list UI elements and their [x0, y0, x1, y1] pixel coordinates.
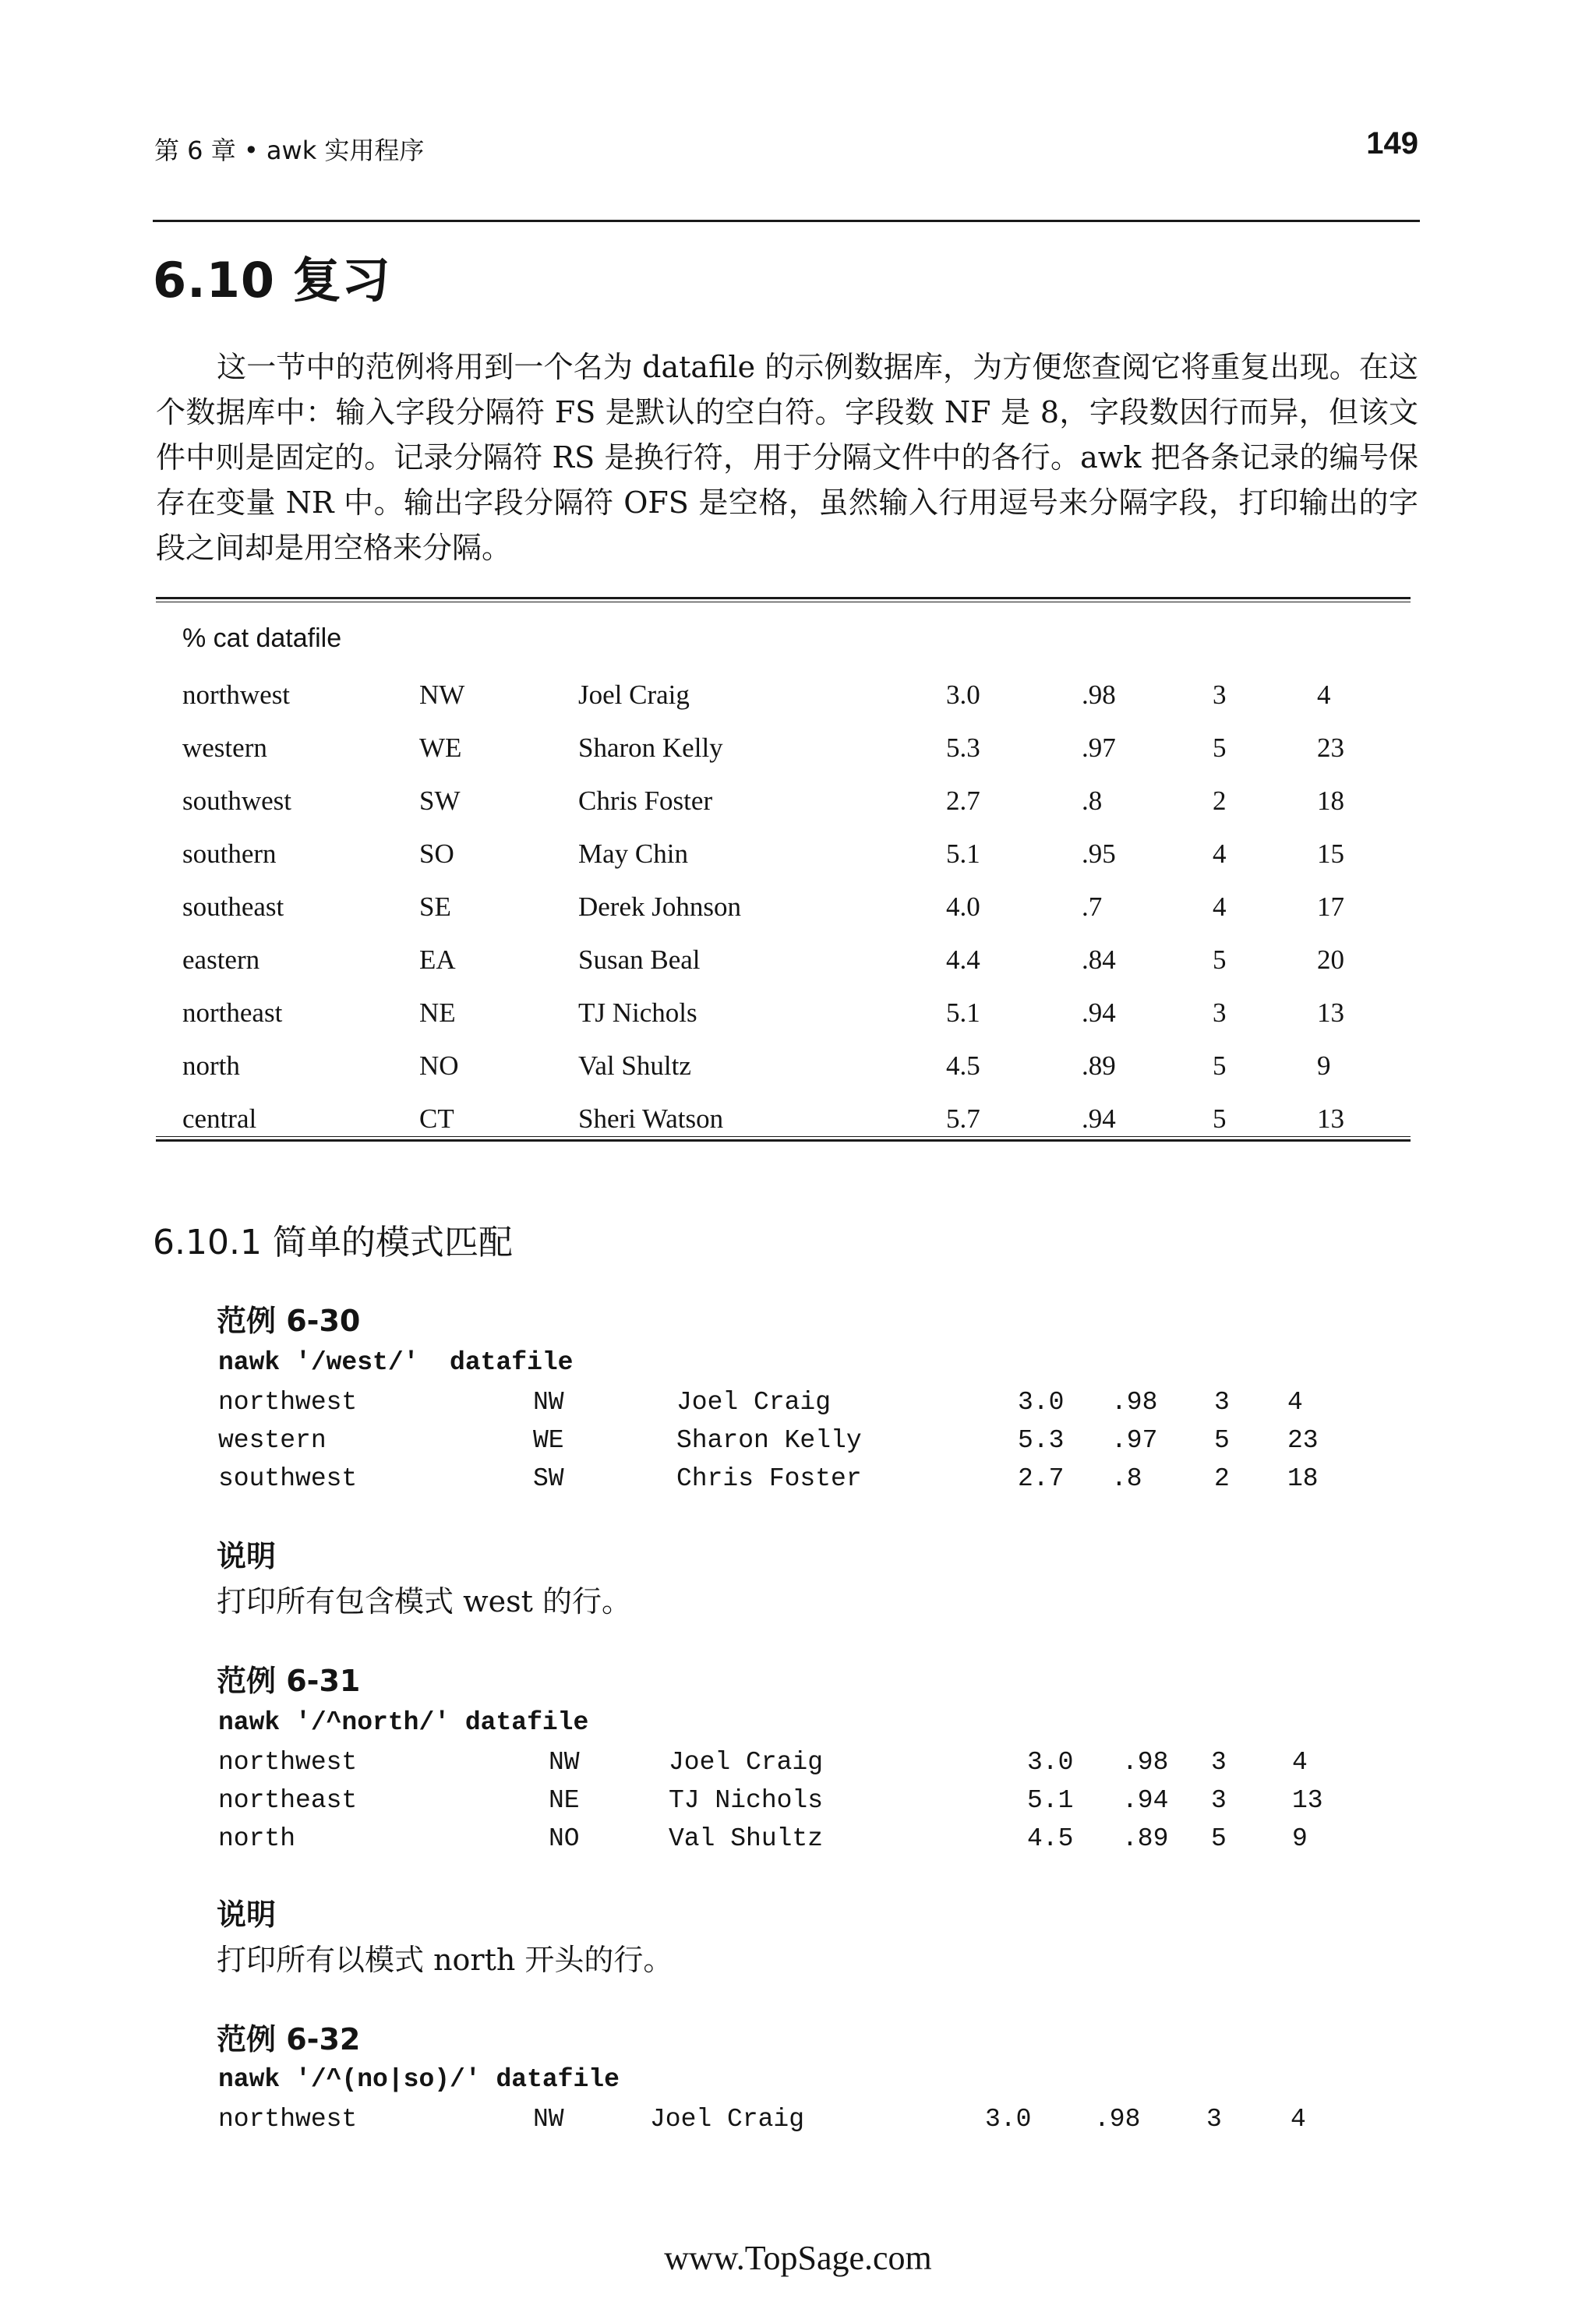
- example-label: 范例 6-30: [217, 1304, 361, 1338]
- table-cell: 4: [1213, 891, 1227, 922]
- output-cell: TJ Nichols: [669, 1786, 824, 1815]
- table-cell: north: [182, 1050, 240, 1081]
- table-cell: western: [182, 733, 267, 763]
- output-cell: 4: [1292, 1748, 1308, 1777]
- table-bottom-rule: [156, 1136, 1411, 1142]
- table-cell: 5: [1213, 1103, 1227, 1134]
- table-cell: southwest: [182, 786, 291, 816]
- example-output: [218, 2100, 1337, 2138]
- table-cell: 4.5: [946, 1050, 980, 1081]
- header-rule: [153, 220, 1420, 222]
- table-cell: .89: [1082, 1050, 1116, 1081]
- output-row: [218, 1781, 1339, 1820]
- example-command: nawk '/^north/' datafile: [218, 1708, 589, 1737]
- table-cell: 13: [1317, 997, 1344, 1028]
- example-output: [218, 1743, 1339, 1858]
- output-cell: .89: [1122, 1824, 1169, 1853]
- output-cell: NO: [549, 1824, 580, 1853]
- table-cell: 5.3: [946, 733, 980, 763]
- output-cell: 5: [1211, 1824, 1227, 1853]
- output-cell: .98: [1122, 1748, 1169, 1777]
- table-cell: 13: [1317, 1103, 1344, 1134]
- table-row: [182, 828, 1379, 881]
- output-cell: 3: [1211, 1748, 1227, 1777]
- table-cell: Val Shultz: [578, 1050, 691, 1081]
- output-cell: 4.5: [1027, 1824, 1074, 1853]
- output-cell: 3: [1214, 1388, 1230, 1417]
- datafile-table: [182, 669, 1379, 1146]
- table-cell: 4.0: [946, 891, 980, 922]
- table-cell: 5.7: [946, 1103, 980, 1134]
- table-row: [182, 775, 1379, 828]
- output-cell: 5.3: [1018, 1426, 1065, 1455]
- table-cell: SW: [419, 786, 461, 816]
- output-row: [218, 1743, 1339, 1781]
- table-cell: EA: [419, 944, 456, 975]
- table-cell: 2.7: [946, 786, 980, 816]
- output-cell: .94: [1122, 1786, 1169, 1815]
- footer-site: www.TopSage.com: [664, 2239, 932, 2277]
- output-cell: Val Shultz: [669, 1824, 824, 1853]
- output-cell: western: [218, 1426, 327, 1455]
- output-row: [218, 1460, 1334, 1498]
- page-number: 149: [1366, 126, 1418, 161]
- table-cell: 20: [1317, 944, 1344, 975]
- output-cell: 3.0: [1027, 1748, 1074, 1777]
- table-cell: Derek Johnson: [578, 891, 741, 922]
- table-cell: NW: [419, 680, 465, 710]
- description-text: 打印所有包含模式 west 的行。: [217, 1584, 631, 1619]
- example-label: 范例 6-31: [217, 1664, 361, 1698]
- table-cell: .84: [1082, 944, 1116, 975]
- table-cell: .8: [1082, 786, 1103, 816]
- output-cell: Sharon Kelly: [676, 1426, 862, 1455]
- table-cell: southeast: [182, 891, 284, 922]
- table-cell: Susan Beal: [578, 944, 701, 975]
- output-cell: NW: [533, 2105, 564, 2134]
- table-cell: 17: [1317, 891, 1344, 922]
- output-cell: SW: [533, 1464, 564, 1493]
- output-cell: northwest: [218, 2105, 358, 2134]
- output-cell: Joel Craig: [676, 1388, 832, 1417]
- output-cell: 5.1: [1027, 1786, 1074, 1815]
- subsection-title: 6.10.1 简单的模式匹配: [153, 1223, 513, 1262]
- table-cell: 15: [1317, 838, 1344, 869]
- table-cell: 23: [1317, 733, 1344, 763]
- output-cell: 4: [1287, 1388, 1303, 1417]
- table-row: [182, 987, 1379, 1040]
- output-cell: 3.0: [1018, 1388, 1065, 1417]
- table-cell: 5.1: [946, 838, 980, 869]
- output-row: [218, 2100, 1337, 2138]
- table-cell: 5: [1213, 733, 1227, 763]
- table-cell: central: [182, 1103, 257, 1134]
- table-cell: Sheri Watson: [578, 1103, 724, 1134]
- description-label: 说明: [217, 1898, 277, 1932]
- output-cell: 5: [1214, 1426, 1230, 1455]
- output-cell: 3: [1206, 2105, 1222, 2134]
- table-row: [182, 934, 1379, 987]
- table-cell: .94: [1082, 997, 1116, 1028]
- output-cell: .98: [1111, 1388, 1158, 1417]
- table-cell: NE: [419, 997, 456, 1028]
- table-cell: 3: [1213, 997, 1227, 1028]
- intro-paragraph: [156, 344, 1418, 570]
- table-cell: 3: [1213, 680, 1227, 710]
- table-cell: TJ Nichols: [578, 997, 697, 1028]
- table-cell: northeast: [182, 997, 283, 1028]
- output-cell: 18: [1287, 1464, 1319, 1493]
- running-header-title: 第 6 章 • awk 实用程序: [154, 136, 425, 165]
- table-cell: 3.0: [946, 680, 980, 710]
- table-cell: 5: [1213, 1050, 1227, 1081]
- output-cell: southwest: [218, 1464, 358, 1493]
- table-cell: 4: [1317, 680, 1331, 710]
- output-cell: .8: [1111, 1464, 1142, 1493]
- table-cell: 4: [1213, 838, 1227, 869]
- output-cell: Joel Craig: [650, 2105, 805, 2134]
- description-text: 打印所有以模式 north 开头的行。: [217, 1943, 673, 1977]
- description-label: 说明: [217, 1539, 277, 1573]
- output-cell: .98: [1094, 2105, 1141, 2134]
- table-cell: .98: [1082, 680, 1116, 710]
- output-cell: Joel Craig: [669, 1748, 824, 1777]
- table-top-rule: [156, 597, 1411, 602]
- example-output: [218, 1383, 1334, 1498]
- output-cell: 4: [1291, 2105, 1306, 2134]
- table-cell: southern: [182, 838, 277, 869]
- output-cell: northeast: [218, 1786, 358, 1815]
- table-cell: .94: [1082, 1103, 1116, 1134]
- table-cell: WE: [419, 733, 462, 763]
- table-cell: SO: [419, 838, 454, 869]
- output-row: [218, 1421, 1334, 1460]
- table-row: [182, 881, 1379, 934]
- table-cell: 18: [1317, 786, 1344, 816]
- output-cell: 2: [1214, 1464, 1230, 1493]
- table-cell: May Chin: [578, 838, 688, 869]
- output-cell: NW: [533, 1388, 564, 1417]
- table-cell: 5: [1213, 944, 1227, 975]
- table-row: [182, 722, 1379, 775]
- table-cell: SE: [419, 891, 451, 922]
- output-row: [218, 1383, 1334, 1421]
- cat-command: % cat datafile: [182, 623, 342, 653]
- table-cell: 2: [1213, 786, 1227, 816]
- table-cell: Joel Craig: [578, 680, 690, 710]
- output-cell: 3.0: [985, 2105, 1032, 2134]
- example-command: nawk '/west/' datafile: [218, 1348, 574, 1377]
- output-cell: NE: [549, 1786, 580, 1815]
- table-cell: 5.1: [946, 997, 980, 1028]
- table-cell: 4.4: [946, 944, 980, 975]
- output-cell: 2.7: [1018, 1464, 1065, 1493]
- example-command: nawk '/^(no|so)/' datafile: [218, 2065, 620, 2094]
- output-cell: northwest: [218, 1748, 358, 1777]
- output-cell: north: [218, 1824, 296, 1853]
- table-cell: Chris Foster: [578, 786, 713, 816]
- table-cell: Sharon Kelly: [578, 733, 723, 763]
- output-cell: .97: [1111, 1426, 1158, 1455]
- table-cell: northwest: [182, 680, 291, 710]
- example-label: 范例 6-32: [217, 2022, 361, 2057]
- output-cell: 3: [1211, 1786, 1227, 1815]
- table-row: [182, 669, 1379, 722]
- table-cell: eastern: [182, 944, 260, 975]
- intro-text: 这一节中的范例将用到一个名为 datafile 的示例数据库，为方便您查阅它将重复出现。在这个数据库中：输入字段分隔符 FS 是默认的空白符。字段数 NF 是 8，字段数因行而异，但该文件中则是固定的。记录分隔符 RS 是换行符，用于分隔文件中的各行。awk 把各条记录的编号保存在变量 NR 中。输出字段分隔符 OFS 是空格，虽然输入行用逗号来分隔字段，打印输出的字段之间却是用空格来分隔。: [156, 350, 1418, 565]
- table-cell: .7: [1082, 891, 1103, 922]
- table-cell: .97: [1082, 733, 1116, 763]
- section-title: 6.10 复习: [153, 252, 391, 309]
- table-cell: .95: [1082, 838, 1116, 869]
- output-cell: WE: [533, 1426, 564, 1455]
- output-cell: 23: [1287, 1426, 1319, 1455]
- table-cell: NO: [419, 1050, 459, 1081]
- output-cell: 9: [1292, 1824, 1308, 1853]
- table-cell: 9: [1317, 1050, 1331, 1081]
- table-row: [182, 1040, 1379, 1093]
- output-row: [218, 1820, 1339, 1858]
- table-cell: CT: [419, 1103, 454, 1134]
- output-cell: Chris Foster: [676, 1464, 862, 1493]
- output-cell: northwest: [218, 1388, 358, 1417]
- output-cell: 13: [1292, 1786, 1323, 1815]
- output-cell: NW: [549, 1748, 580, 1777]
